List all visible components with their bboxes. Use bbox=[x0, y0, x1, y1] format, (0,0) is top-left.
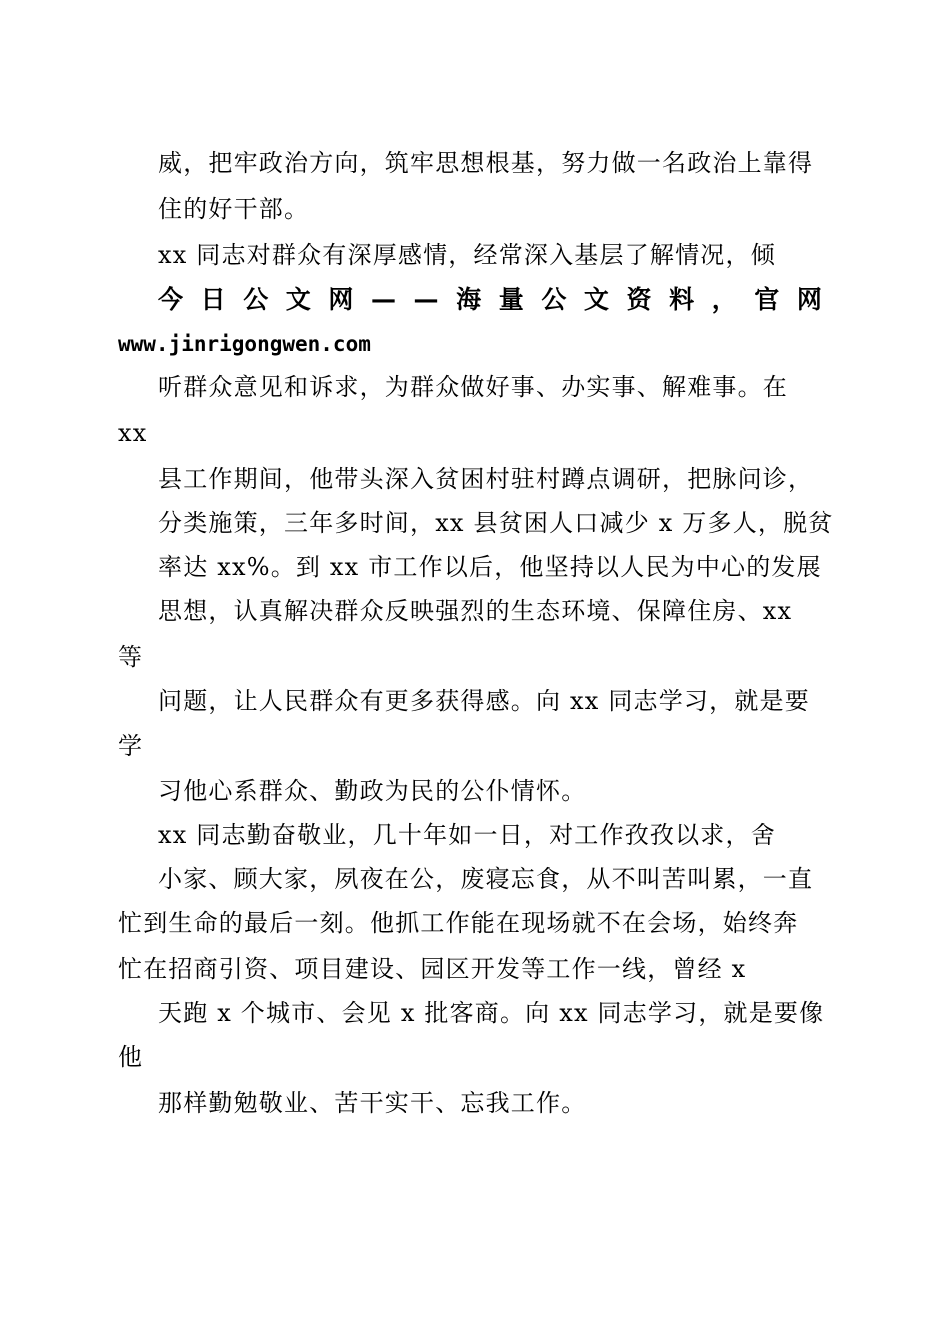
banner-char: 日 bbox=[200, 285, 226, 314]
banner-char: 料 bbox=[669, 285, 695, 314]
text-line: 率达 xx%。到 xx 市工作以后，他坚持以人民为中心的发展 bbox=[158, 553, 822, 581]
text-line: xx bbox=[118, 419, 148, 447]
banner-char: 海 bbox=[456, 285, 482, 314]
text-line: 等 bbox=[118, 643, 144, 671]
banner-char: 网 bbox=[796, 285, 822, 314]
text-line: 住的好干部。 bbox=[158, 195, 310, 223]
text-line: 分类施策，三年多时间，xx 县贫困人口减少 x 万多人，脱贫 bbox=[158, 509, 834, 537]
banner-char: 公 bbox=[541, 285, 567, 314]
text-line: 威，把牢政治方向，筑牢思想根基，努力做一名政治上靠得 bbox=[158, 149, 814, 177]
banner-char: ， bbox=[711, 285, 737, 314]
text-line: 学 bbox=[118, 732, 144, 760]
text-line: 他 bbox=[118, 1043, 144, 1071]
text-line: 听群众意见和诉求，为群众做好事、办实事、解难事。在 bbox=[158, 373, 788, 401]
text-line: 小家、顾大家，夙夜在公，废寝忘食，从不叫苦叫累，一直 bbox=[158, 865, 814, 893]
text-line: 习他心系群众、勤政为民的公仆情怀。 bbox=[158, 777, 587, 805]
banner-char: 公 bbox=[243, 285, 269, 314]
banner-char: 网 bbox=[328, 285, 354, 314]
banner-char: 文 bbox=[583, 285, 609, 314]
text-line: 天跑 x 个城市、会见 x 批客商。向 xx 同志学习，就是要像 bbox=[158, 999, 825, 1027]
website-url[interactable]: www.jinrigongwen.com bbox=[118, 332, 371, 356]
text-line: 县工作期间，他带头深入贫困村驻村蹲点调研，把脉问诊， bbox=[158, 465, 814, 493]
text-line: 问题，让人民群众有更多获得感。向 xx 同志学习，就是要 bbox=[158, 687, 810, 715]
text-line: xx 同志对群众有深厚感情，经常深入基层了解情况，倾 bbox=[158, 241, 776, 269]
banner-char: 今 bbox=[158, 285, 184, 314]
text-line: 忙在招商引资、项目建设、园区开发等工作一线，曾经 x bbox=[118, 955, 747, 983]
banner-char: 官 bbox=[754, 285, 780, 314]
banner-char: — bbox=[370, 285, 396, 314]
banner-char: 量 bbox=[498, 285, 524, 314]
text-line: 那样勤勉敬业、苦干实干、忘我工作。 bbox=[158, 1089, 587, 1117]
watermark-banner bbox=[158, 284, 822, 316]
text-line: 思想，认真解决群众反映强烈的生态环境、保障住房、xx bbox=[158, 597, 793, 625]
banner-char: 资 bbox=[626, 285, 652, 314]
text-line: xx 同志勤奋敬业，几十年如一日，对工作孜孜以求，舍 bbox=[158, 821, 776, 849]
banner-char: 文 bbox=[285, 285, 311, 314]
text-line: 忙到生命的最后一刻。他抓工作能在现场就不在会场，始终奔 bbox=[118, 909, 799, 937]
banner-char: — bbox=[413, 285, 439, 314]
